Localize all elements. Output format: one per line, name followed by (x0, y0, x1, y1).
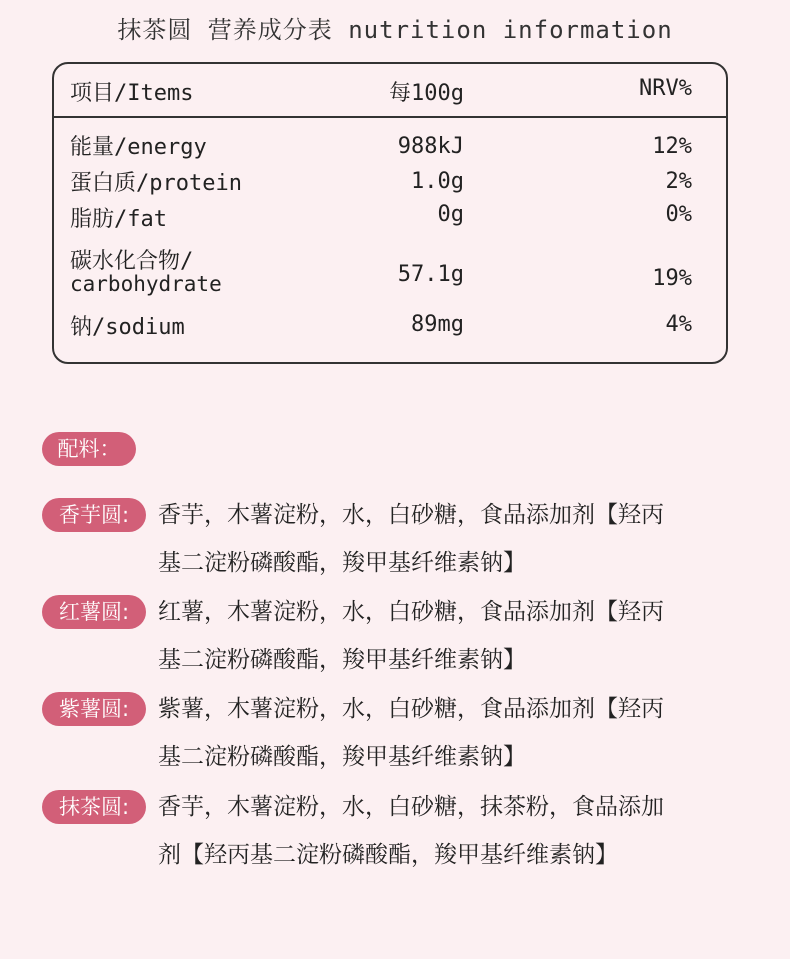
row-energy-item: 能量/energy (70, 135, 207, 160)
row-sodium-nrv: 4% (665, 312, 692, 337)
row-fat-value: 0g (437, 202, 464, 227)
taro-ingredients-line1: 香芋，木薯淀粉，水，白砂糖，食品添加剂【羟丙 (158, 502, 664, 528)
row-protein-value: 1.0g (411, 169, 464, 194)
row-protein-nrv: 2% (665, 169, 692, 194)
ingredients-label: 配料： (42, 432, 136, 466)
badge-purple-potato-ball: 紫薯圆: (42, 692, 146, 726)
taro-ingredients-line2: 基二淀粉磷酸酯，羧甲基纤维素钠】 (158, 550, 526, 576)
header-per100g: 每100g (389, 81, 464, 106)
purple-potato-ingredients-line2: 基二淀粉磷酸酯，羧甲基纤维素钠】 (158, 744, 526, 770)
badge-sweet-potato-ball: 红薯圆: (42, 595, 146, 629)
row-carb-value: 57.1g (397, 262, 464, 287)
header-items: 项目/Items (70, 81, 194, 106)
row-sodium-item: 钠/sodium (70, 315, 185, 340)
matcha-ingredients-line1: 香芋，木薯淀粉，水，白砂糖，抹茶粉，食品添加 (158, 794, 664, 820)
page-title: 抹茶圆 营养成分表 nutrition information (117, 16, 673, 44)
row-carb-nrv: 19% (652, 266, 692, 291)
nutrition-table (52, 62, 728, 364)
table-header (54, 64, 726, 118)
purple-potato-ingredients-line1: 紫薯，木薯淀粉，水，白砂糖，食品添加剂【羟丙 (158, 696, 664, 722)
row-fat-nrv: 0% (665, 202, 692, 227)
row-carb-item-en: carbohydrate (70, 272, 222, 296)
matcha-ingredients-line2: 剂【羟丙基二淀粉磷酸酯，羧甲基纤维素钠】 (158, 842, 618, 868)
badge-taro-ball: 香芋圆: (42, 498, 146, 532)
row-energy-value: 988kJ (397, 134, 464, 159)
row-protein-item: 蛋白质/protein (70, 171, 242, 196)
row-sodium-value: 89mg (411, 312, 464, 337)
badge-matcha-ball: 抹茶圆: (42, 790, 146, 824)
row-energy-nrv: 12% (652, 134, 692, 159)
row-fat-item: 脂肪/fat (70, 207, 167, 232)
header-nrv: NRV% (639, 76, 692, 101)
sweet-potato-ingredients-line1: 红薯，木薯淀粉，水，白砂糖，食品添加剂【羟丙 (158, 599, 664, 625)
sweet-potato-ingredients-line2: 基二淀粉磷酸酯，羧甲基纤维素钠】 (158, 647, 526, 673)
row-carb-item: 碳水化合物/ (70, 249, 194, 274)
